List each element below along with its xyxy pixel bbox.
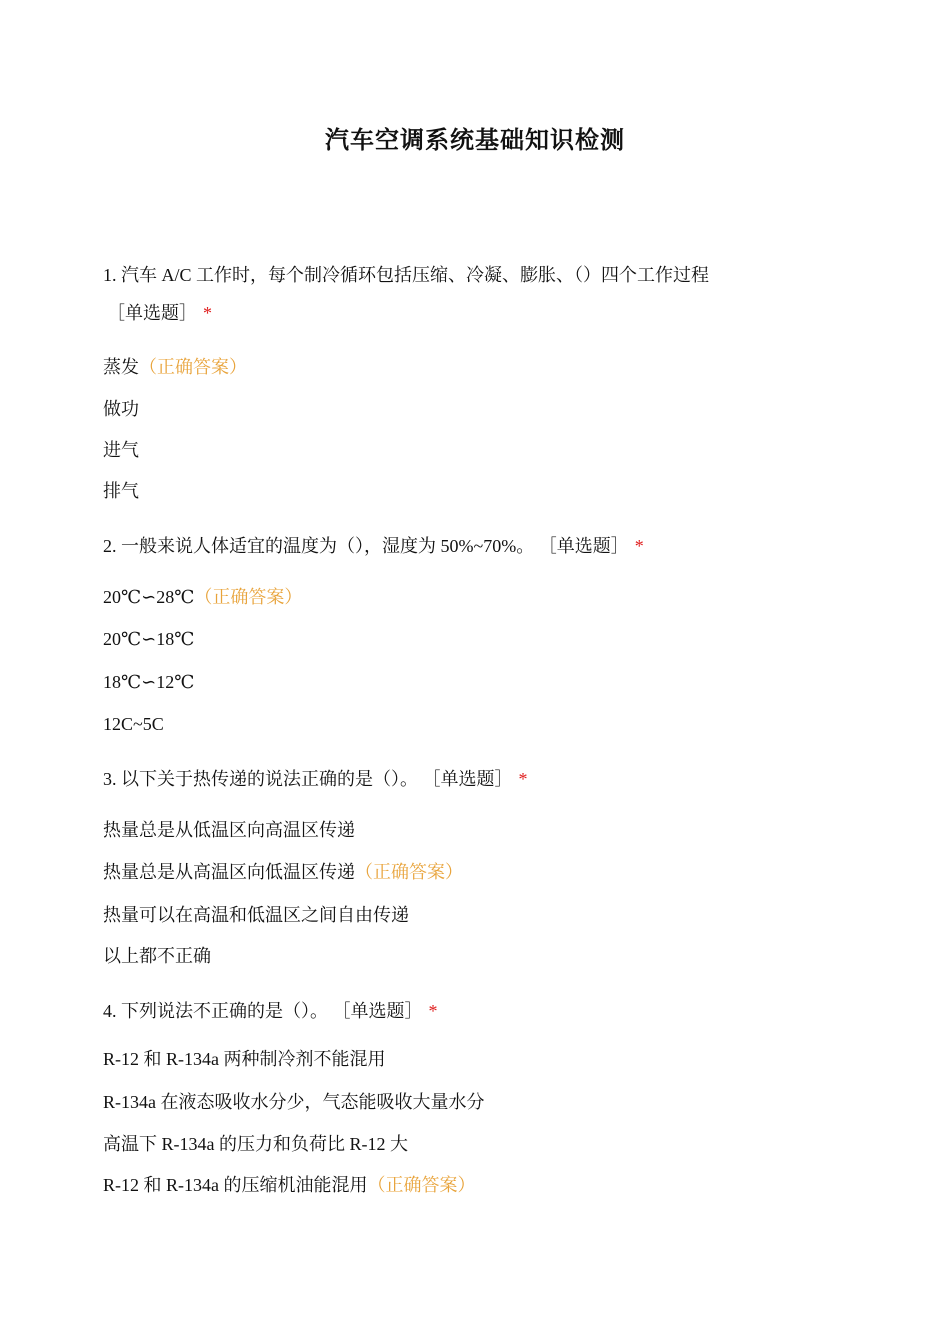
option-4-b[interactable]: [103, 1090, 485, 1114]
option-label: 20℃∽18℃: [103, 629, 195, 649]
option-label: 20℃∽28℃: [103, 587, 195, 607]
question-2: [103, 527, 644, 565]
option-3-d[interactable]: [103, 944, 211, 968]
question-text: 下列说法不正确的是（）。: [121, 1001, 328, 1021]
option-2-d[interactable]: [103, 712, 164, 736]
option-label: 做功: [103, 399, 139, 419]
correct-answer-badge: （正确答案）: [355, 862, 463, 882]
option-2-b[interactable]: [103, 627, 194, 651]
question-type: ［单选题］: [422, 769, 513, 789]
option-4-a[interactable]: [103, 1047, 386, 1071]
option-1-d[interactable]: [103, 479, 139, 503]
option-label: R-12 和 R-134a 的压缩机油能混用: [103, 1175, 368, 1195]
required-mark: *: [518, 769, 528, 789]
option-3-c[interactable]: [103, 903, 409, 927]
correct-answer-badge: （正确答案）: [194, 587, 303, 607]
option-3-a[interactable]: [103, 818, 355, 842]
question-3: [103, 760, 528, 798]
option-2-c[interactable]: [103, 670, 194, 694]
option-label: R-134a 在液态吸收水分少，气态能吸收大量水分: [103, 1092, 485, 1112]
option-1-b[interactable]: [103, 397, 139, 421]
question-number: 4.: [103, 1001, 117, 1021]
option-label: 热量可以在高温和低温区之间自由传递: [103, 905, 409, 925]
question-text: 汽车 A/C 工作时，每个制冷循环包括压缩、冷凝、膨胀、（）四个工作过程: [121, 265, 710, 285]
correct-answer-badge: （正确答案）: [139, 357, 247, 377]
required-mark: *: [428, 1001, 438, 1021]
required-mark: *: [203, 303, 212, 323]
question-text: 以下关于热传递的说法正确的是（）。: [121, 769, 418, 789]
option-label: 12C~5C: [103, 714, 164, 734]
correct-answer-badge: （正确答案）: [367, 1175, 476, 1195]
option-label: 以上都不正确: [103, 946, 211, 966]
option-label: 热量总是从低温区向高温区传递: [103, 820, 355, 840]
option-label: 蒸发: [103, 357, 139, 377]
option-label: 热量总是从高温区向低温区传递: [103, 862, 355, 882]
question-1: [103, 256, 783, 332]
option-label: 高温下 R-134a 的压力和负荷比 R-12 大: [103, 1134, 408, 1154]
option-label: 18℃∽12℃: [103, 672, 195, 692]
question-type: ［单选题］: [107, 303, 197, 323]
question-number: 2.: [103, 536, 117, 556]
required-mark: *: [634, 536, 644, 556]
option-label: 排气: [103, 481, 139, 501]
question-number: 3.: [103, 769, 117, 789]
option-1-c[interactable]: [103, 438, 139, 462]
option-4-c[interactable]: [103, 1132, 408, 1156]
option-4-d[interactable]: [103, 1173, 476, 1197]
question-type: ［单选题］: [332, 1001, 423, 1021]
option-label: R-12 和 R-134a 两种制冷剂不能混用: [103, 1049, 386, 1069]
option-label: 进气: [103, 440, 139, 460]
question-number: 1.: [103, 265, 117, 285]
option-2-a[interactable]: [103, 585, 302, 609]
option-1-a[interactable]: [103, 355, 247, 379]
question-type: ［单选题］: [538, 536, 629, 556]
question-text: 一般来说人体适宜的温度为（），湿度为 50%~70%。: [121, 536, 535, 556]
question-4: [103, 992, 438, 1030]
page-title: 汽车空调系统基础知识检测: [325, 126, 625, 154]
option-3-b[interactable]: [103, 860, 463, 884]
